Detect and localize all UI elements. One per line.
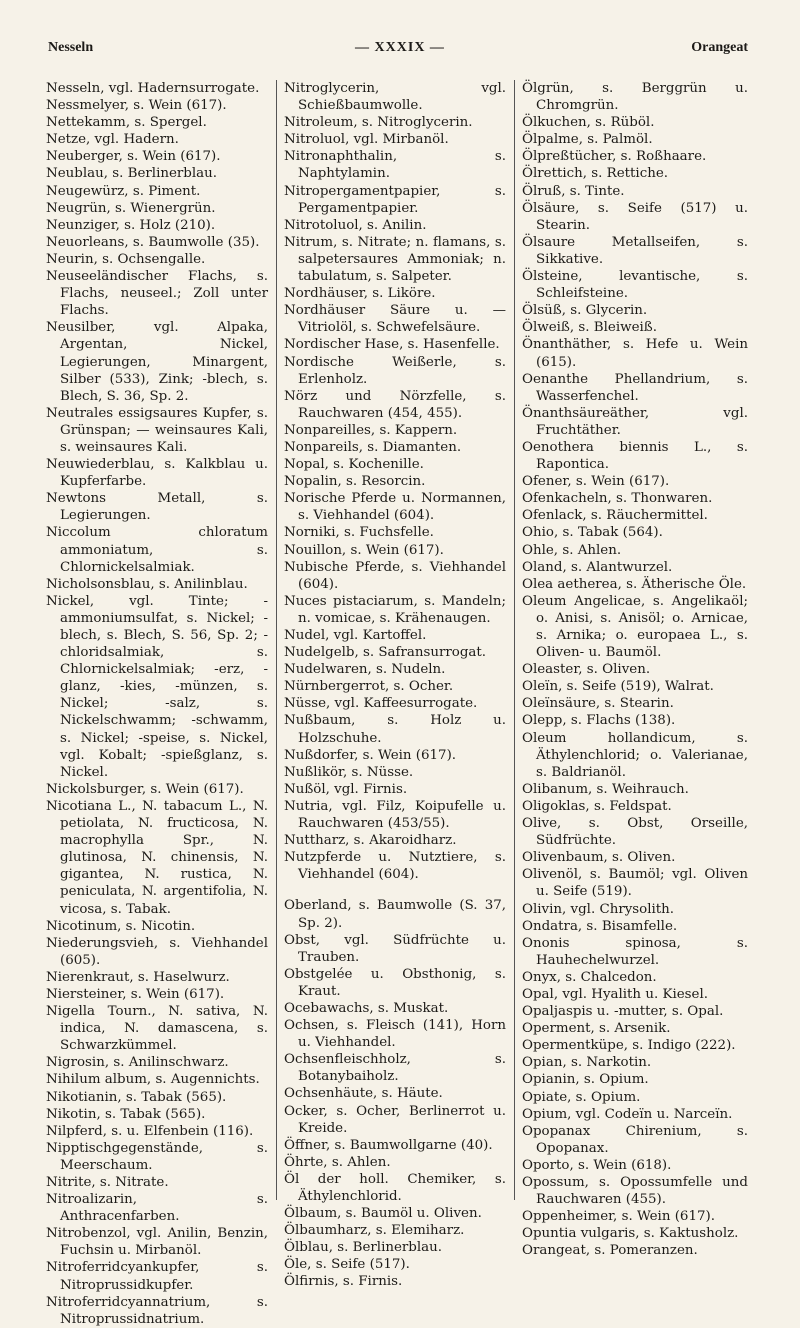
index-entry: Olive, s. Obst, Orseille, Südfrüchte. <box>522 816 748 849</box>
index-entry: Neublau, s. Berlinerblau. <box>46 166 218 182</box>
index-entry: Netze, vgl. Hadern. <box>46 132 179 148</box>
index-entry: Obst, vgl. Südfrüchte u. Trauben. <box>284 932 506 965</box>
index-entry: Nußlikör, s. Nüsse. <box>284 764 414 780</box>
index-entry: Neuberger, s. Wein (617). <box>46 149 221 165</box>
index-entry: Nubische Pferde, s. Viehhandel (604). <box>284 559 506 592</box>
index-entry: Nikotin, s. Tabak (565). <box>46 1106 206 1122</box>
index-entry: Nudelwaren, s. Nudeln. <box>284 662 446 678</box>
index-entry: Neunziger, s. Holz (210). <box>46 217 216 233</box>
index-entry: Nikotianin, s. Tabak (565). <box>46 1089 227 1105</box>
index-entry: Neusilber, vgl. Alpaka, Argentan, Nickel, Legierungen, Minargent, Silber (533), Zink; -blech, s. Blech, S. 36, Sp. 2. <box>46 320 268 404</box>
index-entry: Nürnbergerrot, s. Ocher. <box>284 679 454 695</box>
index-entry: Ondatra, s. Bisamfelle. <box>522 918 678 934</box>
index-entry: Oberland, s. Baumwolle (S. 37, Sp. 2). <box>284 898 506 931</box>
index-entry: Ölsäure, s. Seife (517) u. Stearin. <box>522 200 748 233</box>
index-entry: Nordhäuser, s. Liköre. <box>284 286 436 302</box>
index-column-1 <box>46 80 268 1327</box>
index-entry: Obstgelée u. Obsthonig, s. Kraut. <box>284 966 506 999</box>
index-entry: Neugewürz, s. Piment. <box>46 183 201 199</box>
index-entry: Ochsenhäute, s. Häute. <box>284 1086 443 1102</box>
index-entry: Niederungsvieh, s. Viehhandel (605). <box>46 935 268 968</box>
index-entry: Nitroalizarin, s. Anthracenfarben. <box>46 1192 268 1225</box>
index-column-2 <box>284 80 506 1290</box>
index-entry: Nopal, s. Kochenille. <box>284 457 424 473</box>
index-entry: Nitroluol, vgl. Mirbanöl. <box>284 132 449 148</box>
index-entry: Ölsteine, levantische, s. Schleifsteine. <box>522 269 748 302</box>
index-entry: Opossum, s. Opossumfelle und Rauchwaren (455). <box>522 1175 748 1208</box>
index-entry: Olepp, s. Flachs (138). <box>522 713 676 729</box>
index-entry: Oleum Angelicae, s. Angelikaöl; o. Anisi, s. Anisöl; o. Arnicae, s. Arnika; o. europaea L., s. Oliven- u. Baumöl. <box>522 593 748 661</box>
index-entry: Nordhäuser Säure u. — Vitriolöl, s. Schwefelsäure. <box>284 303 506 336</box>
index-entry: Ofenkacheln, s. Thonwaren. <box>522 491 713 507</box>
index-entry: Nüsse, vgl. Kaffeesurrogate. <box>284 696 478 712</box>
index-entry: Norniki, s. Fuchsfelle. <box>284 525 434 541</box>
index-entry: Opal, vgl. Hyalith u. Kiesel. <box>522 986 708 1002</box>
index-entry: Nihilum album, s. Augennichts. <box>46 1072 260 1088</box>
index-entry: Nickolsburger, s. Wein (617). <box>46 781 244 797</box>
index-entry: Neutrales essigsaures Kupfer, s. Grünspan; — weinsaures Kali, s. weinsaures Kali. <box>46 405 268 455</box>
index-section-o <box>284 897 506 1290</box>
index-columns <box>46 80 758 1327</box>
index-entry: Ocebawachs, s. Muskat. <box>284 1000 449 1016</box>
index-entry: Nörz und Nörzfelle, s. Rauchwaren (454, 455). <box>284 388 506 421</box>
index-entry: Nonpareilles, s. Kappern. <box>284 422 458 438</box>
index-entry: Orangeat, s. Pomeranzen. <box>522 1243 698 1259</box>
index-entry: Ölkuchen, s. Rüböl. <box>522 115 655 131</box>
index-entry: Oleïnsäure, s. Stearin. <box>522 696 674 712</box>
index-entry: Ohio, s. Tabak (564). <box>522 525 663 541</box>
index-entry: Nitroferridcyannatrium, s. Nitroprussidnatrium. <box>46 1294 268 1327</box>
index-entry: Ölsaure Metallseifen, s. Sikkative. <box>522 234 748 267</box>
index-entry: Onyx, s. Chalcedon. <box>522 969 657 985</box>
index-entry: Neugrün, s. Wienergrün. <box>46 200 216 216</box>
index-entry: Ölfirnis, s. Firnis. <box>284 1274 403 1290</box>
index-entry: Operment, s. Arsenik. <box>522 1021 671 1037</box>
column-divider <box>514 80 515 1200</box>
index-entry: Nitrotoluol, s. Anilin. <box>284 217 427 233</box>
index-entry: Olivin, vgl. Chrysolith. <box>522 901 675 917</box>
index-entry: Ölsüß, s. Glycerin. <box>522 303 648 319</box>
index-entry: Opiate, s. Opium. <box>522 1089 641 1105</box>
index-entry: Nitrobenzol, vgl. Anilin, Benzin, Fuchsin u. Mirbanöl. <box>46 1226 268 1259</box>
index-entry: Ölbaumharz, s. Elemiharz. <box>284 1223 465 1239</box>
index-entry: Öle, s. Seife (517). <box>284 1257 410 1273</box>
index-entry: Oleum hollandicum, s. Äthylenchlorid; o. Valerianae, s. Baldrianöl. <box>522 730 748 780</box>
index-section-n <box>284 80 506 883</box>
index-entry: Nutzpferde u. Nutztiere, s. Viehhandel (604). <box>284 850 506 883</box>
index-entry: Nierenkraut, s. Haselwurz. <box>46 969 230 985</box>
index-entry: Neuorleans, s. Baumwolle (35). <box>46 234 260 250</box>
index-entry: Oland, s. Alantwurzel. <box>522 559 673 575</box>
index-entry: Nitroferridcyankupfer, s. Nitroprussidkupfer. <box>46 1260 268 1293</box>
index-entry: Ochsen, s. Fleisch (141), Horn u. Viehhandel. <box>284 1018 506 1051</box>
index-entry: Nickel, vgl. Tinte; -ammoniumsulfat, s. Nickel; -blech, s. Blech, S. 56, Sp. 2; -chloridsalmiak, s. Chlornickelsalmiak; -erz, -glanz, -kies, -münzen, s. Nickel; -salz, s. Nickelschwamm; -schwamm, s. Nickel; -speise, s. Nickel, vgl. Kobalt; -spießglanz, s. Nickel. <box>46 593 268 780</box>
index-entry: Öffner, s. Baumwollgarne (40). <box>284 1137 493 1153</box>
index-entry: Neuseeländischer Flachs, s. Flachs, neuseel.; Zoll unter Flachs. <box>46 269 268 319</box>
index-entry: Norische Pferde u. Normannen, s. Viehhandel (604). <box>284 491 506 524</box>
index-entry: Olivenöl, s. Baumöl; vgl. Oliven u. Seife (519). <box>522 867 748 900</box>
column-divider <box>276 80 277 1200</box>
index-entry: Ölblau, s. Berlinerblau. <box>284 1240 443 1256</box>
index-entry: Opermentküpe, s. Indigo (222). <box>522 1038 736 1054</box>
section-gap <box>284 883 506 897</box>
index-entry: Oleaster, s. Oliven. <box>522 662 651 678</box>
index-entry: Nesseln, vgl. Hadernsurrogate. <box>46 81 260 96</box>
index-entry: Ononis spinosa, s. Hauhechelwurzel. <box>522 935 748 968</box>
index-entry: Olibanum, s. Weihrauch. <box>522 781 689 797</box>
index-entry: Önanthsäureäther, vgl. Fruchtäther. <box>522 405 748 438</box>
index-entry: Niccolum chloratum ammoniatum, s. Chlornickelsalmiak. <box>46 525 268 575</box>
index-entry: Neurin, s. Ochsengalle. <box>46 251 206 267</box>
index-entry: Oenothera biennis L., s. Rapontica. <box>522 439 748 473</box>
index-entry: Öl der holl. Chemiker, s. Äthylenchlorid. <box>284 1171 506 1204</box>
index-entry: Nuces pistaciarum, s. Mandeln; n. vomicae, s. Krähenaugen. <box>284 593 506 626</box>
index-entry: Ölpalme, s. Palmöl. <box>522 132 653 148</box>
index-entry: Nessmelyer, s. Wein (617). <box>46 98 227 114</box>
header-left-keyword: Nesseln <box>48 40 94 55</box>
index-entry: Niersteiner, s. Wein (617). <box>46 986 225 1002</box>
index-entry: Ofenlack, s. Räuchermittel. <box>522 508 708 524</box>
index-entry: Nudelgelb, s. Safransurrogat. <box>284 645 487 661</box>
index-entry: Nilpferd, s. u. Elfenbein (116). <box>46 1123 254 1139</box>
index-entry: Nuttharz, s. Akaroidharz. <box>284 833 457 849</box>
index-column-3 <box>522 80 748 1259</box>
index-entry: Nicholsonsblau, s. Anilinblau. <box>46 576 248 592</box>
index-entry: Ochsenfleischholz, s. Botanybaiholz. <box>284 1052 506 1085</box>
index-entry: Nitroglycerin, vgl. Schießbaumwolle. <box>284 81 506 114</box>
index-entry: Ölweiß, s. Bleiweiß. <box>522 320 657 336</box>
index-entry: Ohle, s. Ahlen. <box>522 542 622 558</box>
index-entry: Opaljaspis u. -mutter, s. Opal. <box>522 1004 724 1020</box>
index-entry: Oleïn, s. Seife (519), Walrat. <box>522 679 714 695</box>
index-entry: Nonpareils, s. Diamanten. <box>284 439 462 455</box>
index-entry: Oppenheimer, s. Wein (617). <box>522 1209 715 1225</box>
index-entry: Nutria, vgl. Filz, Koipufelle u. Rauchwaren (453/55). <box>284 798 506 832</box>
index-entry: Opuntia vulgaris, s. Kaktusholz. <box>522 1226 739 1242</box>
index-entry: Nitrum, s. Nitrate; n. flamans, s. salpetersaures Ammoniak; n. tabulatum, s. Salpeter. <box>284 234 506 285</box>
header-right-keyword: Orangeat <box>691 40 748 55</box>
index-entry: Nipptischgegenstände, s. Meerschaum. <box>46 1140 268 1173</box>
index-entry: Ölrettich, s. Rettiche. <box>522 166 669 182</box>
index-entry: Ofener, s. Wein (617). <box>522 474 670 490</box>
index-entry: Newtons Metall, s. Legierungen. <box>46 491 268 524</box>
index-entry: Opianin, s. Opium. <box>522 1072 649 1088</box>
index-entry: Nußöl, vgl. Firnis. <box>284 781 408 797</box>
index-entry: Nigrosin, s. Anilinschwarz. <box>46 1055 229 1071</box>
index-entry: Nordische Weißerle, s. Erlenholz. <box>284 354 506 387</box>
index-entry: Öhrte, s. Ahlen. <box>284 1154 391 1170</box>
index-entry: Opopanax Chirenium, s. Opopanax. <box>522 1123 748 1156</box>
index-entry: Nigella Tourn., N. sativa, N. indica, N. damascena, s. Schwarzkümmel. <box>46 1004 268 1054</box>
index-entry: Nitroleum, s. Nitroglycerin. <box>284 115 473 131</box>
index-entry: Nordischer Hase, s. Hasenfelle. <box>284 337 500 353</box>
index-entry: Nitrite, s. Nitrate. <box>46 1175 169 1190</box>
page-number: — XXXIX — <box>355 40 445 55</box>
page-header <box>0 40 800 64</box>
index-entry: Ölpreßtücher, s. Roßhaare. <box>522 149 707 165</box>
index-entry: Olea aetherea, s. Ätherische Öle. <box>522 576 747 592</box>
index-entry: Nitropergamentpapier, s. Pergamentpapier. <box>284 183 506 216</box>
index-entry: Oenanthe Phellandrium, s. Wasserfenchel. <box>522 371 748 404</box>
index-entry: Nitronaphthalin, s. Naphtylamin. <box>284 149 506 182</box>
index-entry: Nettekamm, s. Spergel. <box>46 115 207 131</box>
index-entry: Nudel, vgl. Kartoffel. <box>284 628 427 643</box>
index-entry: Nicotiana L., N. tabacum L., N. petiolata, N. fructicosa, N. macrophylla Spr., N. glutinosa, N. chinensis, N. gigantea, N. rustica, N. peniculata, N. argentifolia, N. vicosa, s. Tabak. <box>46 798 268 917</box>
index-entry: Opian, s. Narkotin. <box>522 1055 652 1071</box>
index-entry: Ocker, s. Ocher, Berlinerrot u. Kreide. <box>284 1103 506 1136</box>
index-entry: Nopalin, s. Resorcin. <box>284 474 426 490</box>
index-entry: Ölruß, s. Tinte. <box>522 183 625 199</box>
index-entry: Neuwiederblau, s. Kalkblau u. Kupferfarbe. <box>46 457 268 490</box>
index-entry: Nouillon, s. Wein (617). <box>284 542 444 558</box>
index-entry: Ölbaum, s. Baumöl u. Oliven. <box>284 1206 482 1222</box>
index-entry: Önanthäther, s. Hefe u. Wein (615). <box>522 337 748 370</box>
index-entry: Olivenbaum, s. Oliven. <box>522 850 676 866</box>
index-entry: Nußbaum, s. Holz u. Holzschuhe. <box>284 713 506 746</box>
index-entry: Nicotinum, s. Nicotin. <box>46 918 196 934</box>
index-entry: Opium, vgl. Codeïn u. Narceïn. <box>522 1106 733 1122</box>
index-entry: Oligoklas, s. Feldspat. <box>522 798 672 814</box>
index-entry: Ölgrün, s. Berggrün u. Chromgrün. <box>522 81 748 114</box>
index-entry: Nußdorfer, s. Wein (617). <box>284 747 457 763</box>
index-entry: Oporto, s. Wein (618). <box>522 1157 672 1173</box>
